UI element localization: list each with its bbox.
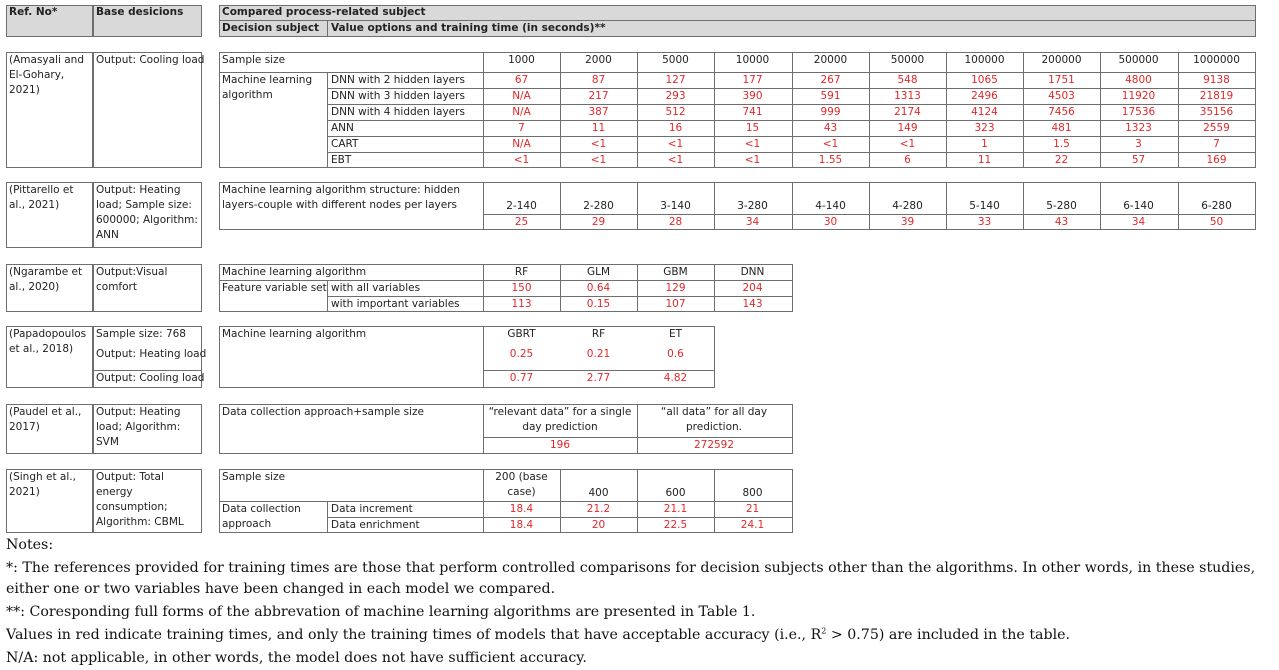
training-time-cell: 2.77 — [586, 372, 611, 384]
training-time-cell: 323 — [974, 122, 995, 134]
training-time-cell: 6 — [904, 154, 911, 166]
header-decision-subject: Decision subject — [222, 22, 320, 34]
training-time-cell: <1 — [744, 154, 761, 166]
study3-ml-label: Machine learning algorithm — [222, 266, 367, 278]
structure-header: 4-140 — [815, 200, 846, 212]
training-time-cell: 17536 — [1121, 106, 1156, 118]
training-time-cell: 7456 — [1048, 106, 1075, 118]
training-time-cell: 548 — [897, 74, 918, 86]
training-time-cell: 1065 — [971, 74, 998, 86]
algorithm-header: ET — [668, 328, 683, 340]
notes-line-4: Values in red indicate training times, and only the training times of models that have acceptable accuracy (i.e., $R^2 > 0.75$) are included in the table. — [6, 626, 1071, 643]
algorithm-row-label: CART — [331, 138, 359, 150]
study3-ref: (Ngarambe et al., 2020) — [9, 266, 83, 293]
training-time-cell: 4.82 — [663, 372, 688, 384]
training-time-cell: 741 — [742, 106, 763, 118]
training-time-cell: 18.4 — [509, 503, 534, 515]
training-time-cell: 21 — [745, 503, 760, 515]
training-time-cell: 25 — [514, 216, 529, 228]
training-time-cell: <1 — [822, 138, 839, 150]
training-time-cell: 34 — [1131, 216, 1146, 228]
training-time-cell: 67 — [514, 74, 529, 86]
study1-sample-label: Sample size — [222, 54, 286, 66]
training-time-cell: 2559 — [1203, 122, 1230, 134]
training-time-cell: 39 — [900, 216, 915, 228]
sample-size-header: 100000 — [964, 54, 1005, 66]
header-value-options: Value options and training time (in seconds)** — [331, 22, 606, 34]
algorithm-header: RF — [591, 328, 606, 340]
training-time-cell: 57 — [1131, 154, 1146, 166]
training-time-cell: 113 — [511, 298, 532, 310]
training-time-cell: 293 — [665, 90, 686, 102]
training-time-cell: 196 — [549, 439, 571, 451]
training-time-cell: <1 — [590, 154, 607, 166]
training-time-cell: 267 — [820, 74, 841, 86]
notes-title: Notes: — [6, 537, 54, 553]
training-time-cell: 34 — [745, 216, 760, 228]
notes-line-1: *: The references provided for training times are those that perform controlled comparisons for decision subjects other than the algorithms. In other words, in these studies, — [6, 560, 1256, 576]
training-time-cell: 15 — [745, 122, 760, 134]
training-time-cell: 28 — [668, 216, 683, 228]
training-time-cell: 22.5 — [663, 519, 688, 531]
algorithm-header: GBRT — [507, 328, 536, 340]
sample-size-header: 20000 — [813, 54, 848, 66]
notes-line-2: either one or two variables have been changed in each model we compared. — [6, 581, 556, 597]
training-time-cell: N/A — [512, 90, 531, 102]
variable-set-label: with all variables — [331, 282, 421, 294]
training-time-cell: 1313 — [894, 90, 921, 102]
sample-size-header: 400 — [588, 487, 609, 499]
study4-ref: (Papadopoulos et al., 2018) — [9, 328, 87, 355]
option-header: “relevant data” for a single day prediction — [488, 406, 632, 433]
algorithm-row-label: DNN with 4 hidden layers — [331, 106, 465, 118]
study6-sample-label: Sample size — [222, 471, 286, 483]
sample-size-header: 1000000 — [1193, 54, 1240, 66]
training-time-cell: 149 — [897, 122, 918, 134]
data-approach-label: Data enrichment — [331, 519, 420, 531]
training-time-cell: 29 — [591, 216, 606, 228]
study2-base: Output: Heating load; Sample size: 600000; Algorithm: ANN — [96, 184, 198, 241]
sample-size-header: 1000 — [508, 54, 535, 66]
training-time-cell: <1 — [513, 154, 530, 166]
training-time-cell: 217 — [588, 90, 609, 102]
training-time-cell: 1.5 — [1053, 138, 1070, 150]
structure-header: 6-140 — [1123, 200, 1154, 212]
training-time-cell: <1 — [590, 138, 607, 150]
algorithm-row-label: DNN with 2 hidden layers — [331, 74, 465, 86]
algorithm-row-label: DNN with 3 hidden layers — [331, 90, 465, 102]
training-time-cell: 2496 — [971, 90, 998, 102]
algorithm-header: GBM — [663, 266, 688, 278]
structure-header: 3-280 — [737, 200, 768, 212]
training-time-cell: 0.77 — [509, 372, 534, 384]
training-time-cell: 7 — [1213, 138, 1220, 150]
study5-base: Output: Heating load; Algorithm: SVM — [96, 406, 181, 448]
training-time-cell: <1 — [744, 138, 761, 150]
training-time-cell: 4503 — [1048, 90, 1075, 102]
study3-feature-label: Feature variable set — [222, 282, 327, 294]
structure-header: 3-140 — [660, 200, 691, 212]
training-time-cell: N/A — [512, 138, 531, 150]
study1-ml-label: Machine learning algorithm — [222, 74, 313, 101]
training-time-cell: 30 — [823, 216, 838, 228]
algorithm-header: DNN — [740, 266, 765, 278]
training-time-cell: 0.15 — [586, 298, 611, 310]
training-time-cell: 16 — [668, 122, 683, 134]
training-time-cell: 43 — [1054, 216, 1069, 228]
training-time-cell: 1.55 — [818, 154, 843, 166]
algorithm-header: GLM — [586, 266, 611, 278]
training-time-cell: 21.1 — [663, 503, 688, 515]
training-time-cell: 390 — [742, 90, 763, 102]
training-time-cell: 177 — [742, 74, 763, 86]
training-time-cell: 1 — [981, 138, 988, 150]
structure-header: 2-280 — [583, 200, 614, 212]
study1-base: Output: Cooling load — [96, 54, 205, 66]
study6-ref: (Singh et al., 2021) — [9, 471, 76, 498]
study5-subject: Data collection approach+sample size — [222, 406, 424, 418]
training-time-cell: 999 — [820, 106, 841, 118]
training-time-cell: 22 — [1054, 154, 1069, 166]
study1-ref: (Amasyali and El-Gohary, 2021) — [9, 54, 84, 96]
header-base-decisions: Base desicions — [96, 6, 184, 18]
training-time-cell: 21.2 — [586, 503, 611, 515]
training-time-cell: 150 — [511, 282, 532, 294]
variable-set-label: with important variables — [331, 298, 460, 310]
training-time-cell: <1 — [667, 138, 684, 150]
training-time-cell: 9138 — [1203, 74, 1230, 86]
study4-base-cooling: Output: Cooling load — [96, 372, 205, 384]
study2-ref: (Pittarello et al., 2021) — [9, 184, 74, 211]
training-time-cell: 11 — [977, 154, 992, 166]
training-time-cell: 4124 — [971, 106, 998, 118]
training-time-cell: 4800 — [1125, 74, 1152, 86]
training-time-cell: N/A — [512, 106, 531, 118]
training-time-cell: 11920 — [1121, 90, 1156, 102]
sample-size-header: 200 (base case) — [495, 471, 548, 498]
training-time-cell: 591 — [820, 90, 841, 102]
training-time-cell: 33 — [977, 216, 992, 228]
training-time-cell: 143 — [742, 298, 763, 310]
study5-ref: (Paudel et al., 2017) — [9, 406, 82, 433]
training-time-cell: 3 — [1135, 138, 1142, 150]
training-time-cell: 50 — [1209, 216, 1224, 228]
training-time-cell: 0.64 — [586, 282, 611, 294]
study3-base: Output:Visual comfort — [96, 266, 168, 293]
training-time-cell: 20 — [591, 519, 606, 531]
notes-line-3: **: Coresponding full forms of the abbrevation of machine learning algorithms are presented in Table 1. — [6, 604, 756, 620]
option-header: “all data” for all day prediction. — [660, 406, 768, 433]
training-time-cell: 127 — [665, 74, 686, 86]
structure-header: 6-280 — [1201, 200, 1232, 212]
study6-dc-label: Data collection approach — [222, 503, 301, 530]
sample-size-header: 2000 — [585, 54, 612, 66]
structure-header: 2-140 — [506, 200, 537, 212]
sample-size-header: 10000 — [735, 54, 770, 66]
algorithm-row-label: ANN — [331, 122, 354, 134]
training-time-cell: <1 — [667, 154, 684, 166]
structure-header: 5-140 — [969, 200, 1000, 212]
structure-header: 4-280 — [892, 200, 923, 212]
training-time-cell: 35156 — [1199, 106, 1234, 118]
training-time-cell: 24.1 — [740, 519, 765, 531]
study1-base-cell — [93, 52, 205, 168]
training-time-cell: 387 — [588, 106, 609, 118]
sample-size-header: 800 — [742, 487, 763, 499]
data-approach-label: Data increment — [331, 503, 413, 515]
training-time-cell: 204 — [742, 282, 763, 294]
training-time-cell: 0.6 — [667, 348, 684, 360]
training-time-cell: 169 — [1206, 154, 1227, 166]
training-time-cell: 272592 — [693, 439, 735, 451]
training-time-cell: 1323 — [1125, 122, 1152, 134]
study2-subject: Machine learning algorithm structure: hidden layers-couple with different nodes per layers — [222, 184, 461, 211]
training-time-cell: 7 — [518, 122, 525, 134]
training-time-cell: 43 — [823, 122, 838, 134]
study4-ml-label: Machine learning algorithm — [222, 328, 367, 340]
training-time-cell: 18.4 — [509, 519, 534, 531]
training-time-cell: 1751 — [1048, 74, 1075, 86]
training-time-cell: 481 — [1051, 122, 1072, 134]
notes-line-5: N/A: not applicable, in other words, the model does not have sufficient accuracy. — [6, 650, 587, 666]
study6-base: Output: Total energy consumption; Algorithm: CBML — [96, 471, 184, 528]
algorithm-row-label: EBT — [331, 154, 352, 166]
training-time-cell: 11 — [591, 122, 606, 134]
training-time-cell: 0.25 — [509, 348, 534, 360]
training-time-cell: 512 — [665, 106, 686, 118]
algorithm-header: RF — [514, 266, 529, 278]
sample-size-header: 200000 — [1041, 54, 1082, 66]
sample-size-header: 500000 — [1118, 54, 1159, 66]
training-time-cell: 2174 — [894, 106, 921, 118]
study4-base-heating: Output: Heating load — [96, 348, 207, 360]
training-time-cell: <1 — [899, 138, 916, 150]
training-time-cell: 21819 — [1199, 90, 1234, 102]
sample-size-header: 600 — [665, 487, 686, 499]
structure-header: 5-280 — [1046, 200, 1077, 212]
training-time-cell: 0.21 — [586, 348, 611, 360]
header-compared-subject: Compared process-related subject — [222, 6, 426, 18]
header-ref-no: Ref. No* — [9, 6, 58, 18]
training-time-cell: 107 — [665, 298, 686, 310]
sample-size-header: 5000 — [662, 54, 689, 66]
sample-size-header: 50000 — [890, 54, 925, 66]
study4-base-sample: Sample size: 768 — [96, 328, 186, 340]
training-time-cell: 87 — [591, 74, 606, 86]
training-time-cell: 129 — [665, 282, 686, 294]
